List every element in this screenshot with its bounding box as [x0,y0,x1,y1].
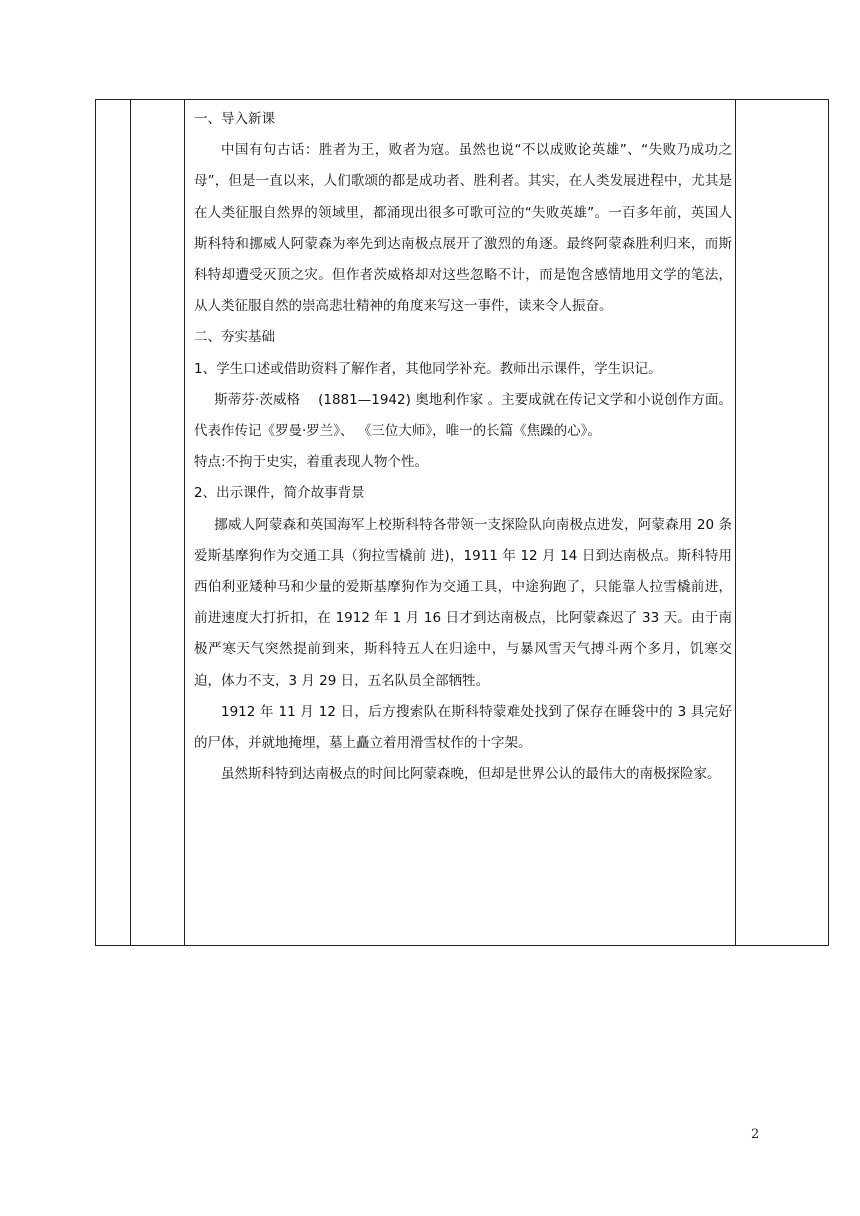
section-heading-basics: 二、夯实基础 [194,329,275,346]
column-divider [735,100,736,945]
section-heading-intro: 一、导入新课 [194,111,275,127]
background-paragraph-1: 挪威人阿蒙森和英国海军上校斯科特各带领一支探险队向南极点进发，阿蒙森用 20 条爱斯基摩狗作为交通工具（狗拉雪橇前 进)，1911 年 12 月 14 日到达南极点。斯科特用西伯利亚矮种马和少量的爱斯基摩狗作为交通工具，中途狗跑了，只能靠人拉雪橇前进，前进速度大打折扣，在 1912 年 1 月 16 日才到达南极点，比阿蒙森迟了 33 天。由于南极严寒天气突然提前到来，斯科特五人在归途中，与暴风雪天气搏斗两个多月，饥寒交迫，体力不支，3 月 29 日，五名队员全部牺牲。 [194,516,732,689]
author-intro: 斯蒂芬·茨威格 (1881—1942) 奥地利作家 。主要成就在传记文学和小说创作方面。 代表作传记《罗曼·罗兰》、 《三位大师》，唯一的长篇《焦躁的心》。 [194,391,732,440]
page-number: 2 [751,1127,760,1142]
step-1: 1、学生口述或借助资料了解作者，其他同学补充。教师出示课件，学生识记。 [194,360,662,377]
step-2: 2、出示课件，简介故事背景 [194,485,365,502]
lesson-content [194,104,732,790]
intro-paragraph: 中国有句古话：胜者为王，败者为寇。虽然也说“不以成败论英雄”、“失败乃成功之母”，但是一直以来，人们歌颂的都是成功者、胜利者。其实，在人类发展进程中，尤其是在人类征服自然界的领域里，都涌现出很多可歌可泣的“失败英雄”。一百多年前，英国人斯科特和挪威人阿蒙森为率先到达南极点展开了激烈的角逐。最终阿蒙森胜利归来，而斯科特却遭受灭顶之灾。但作者茨威格却对这些忽略不计，而是饱含感情地用文学的笔法，从人类征服自然的崇高悲壮精神的角度来写这一事件，读来令人振奋。 [194,142,732,315]
column-divider [184,100,185,945]
column-divider [130,100,131,945]
background-paragraph-2: 1912 年 11 月 12 日，后方搜索队在斯科特蒙难处找到了保存在睡袋中的 3 具完好的尸体，并就地掩埋，墓上矗立着用滑雪杖作的十字架。 [194,703,732,752]
author-features: 特点:不拘于史实，着重表现人物个性。 [194,454,429,471]
background-paragraph-3: 虽然斯科特到达南极点的时间比阿蒙森晚，但却是世界公认的最伟大的南极探险家。 [221,766,721,783]
